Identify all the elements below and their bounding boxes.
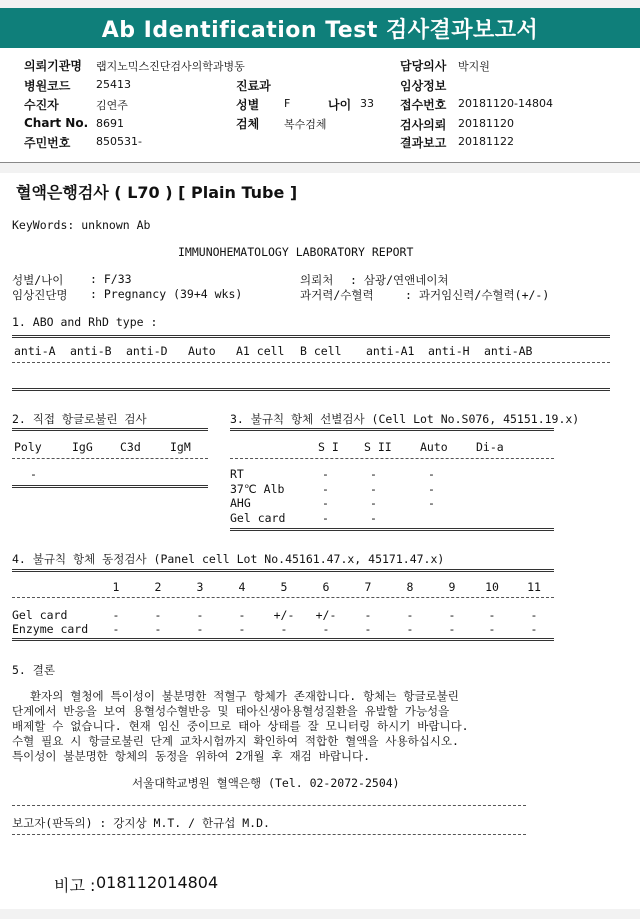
panel-title: 4. 불규칙 항체 동정검사 (Panel cell Lot No.45161.47.x, 45171.47.x) <box>12 552 445 566</box>
panel-header: 7 <box>364 580 372 594</box>
dat-header: Poly <box>14 440 42 454</box>
dat-header: IgM <box>170 440 191 454</box>
reporter-top-rule <box>12 805 526 806</box>
id-label: 주민번호 <box>24 136 71 150</box>
report-date-label: 결과보고 <box>400 136 447 150</box>
conclusion-title: 5. 결론 <box>12 663 55 677</box>
hospital-value: 랩지노믹스진단검사의학과병동 <box>96 60 245 73</box>
specimen-value: 복수검체 <box>284 118 327 131</box>
panel-header: 11 <box>527 580 541 594</box>
middle-band <box>0 163 640 173</box>
abo-header: anti-A1 <box>366 344 415 358</box>
chart-label: Chart No. <box>24 116 89 130</box>
panel-cell: - <box>448 608 456 622</box>
report-banner <box>0 8 640 48</box>
dat-bottom-rule <box>12 485 208 488</box>
screen-cell: - <box>370 511 377 525</box>
screen-top-rule <box>230 428 554 431</box>
abo-header: Auto <box>188 344 216 358</box>
screen-cell: - <box>370 467 377 481</box>
panel-mid-rule <box>12 597 554 598</box>
panel-cell: - <box>280 622 288 636</box>
request-value: 20181120 <box>458 117 514 130</box>
panel-cell: +/- <box>315 608 337 622</box>
screen-title: 3. 불규칙 항체 선별검사 (Cell Lot No.S076, 45151.19.x) <box>230 412 580 426</box>
dept-label: 진료과 <box>236 79 271 93</box>
patient-label: 수진자 <box>24 98 59 112</box>
banner-title: Ab Identification Test 검사결과보고서 <box>101 17 539 43</box>
panel-bottom-rule <box>12 638 554 641</box>
dat-header: IgG <box>72 440 93 454</box>
abo-header: B cell <box>300 344 342 358</box>
screen-cell: - <box>322 496 329 510</box>
panel-cell: - <box>238 622 246 636</box>
screen-cell: - <box>322 482 329 496</box>
hospcode-value: 25413 <box>96 78 131 91</box>
specimen-label: 검체 <box>236 117 260 131</box>
sex-value: F <box>284 97 291 110</box>
hospital-label: 의뢰기관명 <box>24 59 82 73</box>
panel-cell: - <box>154 608 162 622</box>
screen-mid-rule <box>230 458 554 459</box>
screen-cell: - <box>370 482 377 496</box>
panel-cell: +/- <box>273 608 295 622</box>
conclusion-line: 환자의 혈청에 특이성이 불분명한 적혈구 항체가 존재합니다. 항체는 항글로불린 <box>30 689 459 703</box>
sex-age-value: : F/33 <box>90 272 132 286</box>
abo-header: anti-AB <box>484 344 533 358</box>
panel-cell: - <box>530 608 538 622</box>
panel-header: 1 <box>112 580 120 594</box>
panel-top-rule <box>12 569 554 572</box>
panel-cell: - <box>238 608 246 622</box>
sex-age-label: 성별/나이 <box>12 273 64 287</box>
reporter: 보고자(판독의) : 강지상 M.T. / 한규섭 M.D. <box>12 816 270 830</box>
bottom-band <box>0 909 640 919</box>
abo-bottom-rule <box>12 388 610 391</box>
chart-value: 8691 <box>96 117 124 130</box>
screen-cell: - <box>322 467 329 481</box>
age-value: 33 <box>360 97 374 110</box>
panel-row-label: Gel card <box>12 608 68 622</box>
receipt-label: 접수번호 <box>400 98 447 112</box>
dat-value: - <box>30 467 37 481</box>
request-label: 검사의뢰 <box>400 118 447 132</box>
receipt-value: 20181120-14804 <box>458 97 553 110</box>
screen-cell: - <box>370 496 377 510</box>
report-date-value: 20181122 <box>458 135 514 148</box>
screen-row-label: 37℃ Alb <box>230 482 285 496</box>
dat-header: C3d <box>120 440 141 454</box>
diagnosis-value: : Pregnancy (39+4 wks) <box>90 287 243 301</box>
referrer-value: : 삼광/연앤네이쳐 <box>350 273 449 287</box>
screen-row-label: Gel card <box>230 511 286 525</box>
history-value: : 과거임신력/수혈력(+/-) <box>405 288 550 302</box>
lab-title: IMMUNOHEMATOLOGY LABORATORY REPORT <box>178 245 414 259</box>
abo-title: 1. ABO and RhD type : <box>12 315 158 329</box>
screen-row-label: AHG <box>230 496 251 510</box>
conclusion-line: 수혈 필요 시 항글로불린 단계 교차시험까지 확인하여 적합한 혈액을 사용하십시오. <box>12 734 459 748</box>
clinical-label: 임상정보 <box>400 79 447 93</box>
screen-cell: - <box>428 467 435 481</box>
panel-row-label: Enzyme card <box>12 622 89 636</box>
abo-header: anti-H <box>428 344 470 358</box>
dat-top-rule <box>12 428 208 431</box>
screen-header: S II <box>364 440 392 454</box>
screen-cell: - <box>322 511 329 525</box>
age-label: 나이 <box>328 98 352 112</box>
conclusion-line: 배제할 수 없습니다. 현재 임신 중이므로 태아 상태를 잘 모니터링 하시기 바랍니다. <box>12 719 469 733</box>
panel-cell: - <box>406 608 414 622</box>
referrer-label: 의뢰처 <box>300 273 334 287</box>
screen-bottom-rule <box>230 528 554 531</box>
panel-cell: - <box>112 608 120 622</box>
patient-value: 김연주 <box>96 99 128 112</box>
panel-cell: - <box>364 622 372 636</box>
screen-header: S I <box>318 440 339 454</box>
panel-cell: - <box>196 622 204 636</box>
id-value: 850531- <box>96 135 142 148</box>
screen-header: Auto <box>420 440 448 454</box>
panel-cell: - <box>196 608 204 622</box>
section-title: 혈액은행검사 ( L70 ) [ Plain Tube ] <box>16 183 298 202</box>
abo-mid-rule <box>12 362 610 363</box>
panel-cell: - <box>364 608 372 622</box>
memo-label: 비고 : <box>54 876 96 895</box>
panel-header: 3 <box>196 580 204 594</box>
panel-header: 6 <box>322 580 330 594</box>
conclusion-line: 특이성이 불분명한 항체의 동정을 위하여 2개월 후 재검 바랍니다. <box>12 749 371 763</box>
panel-cell: - <box>154 622 162 636</box>
panel-cell: - <box>322 622 330 636</box>
physician-value: 박지원 <box>458 60 490 73</box>
institution: 서울대학교병원 혈액은행 (Tel. 02-2072-2504) <box>132 776 400 790</box>
abo-header: A1 cell <box>236 344 285 358</box>
panel-cell: - <box>448 622 456 636</box>
panel-header: 2 <box>154 580 162 594</box>
panel-header: 4 <box>238 580 246 594</box>
screen-cell: - <box>428 496 435 510</box>
panel-header: 9 <box>448 580 456 594</box>
abo-top-rule <box>12 335 610 338</box>
sex-label: 성별 <box>236 98 260 112</box>
screen-cell: - <box>428 482 435 496</box>
physician-label: 담당의사 <box>400 59 447 73</box>
reporter-bottom-rule <box>12 834 526 835</box>
panel-header: 8 <box>406 580 414 594</box>
panel-cell: - <box>530 622 538 636</box>
panel-header: 10 <box>485 580 499 594</box>
memo-value: 018112014804 <box>96 873 219 892</box>
abo-header: anti-D <box>126 344 168 358</box>
keywords: KeyWords: unknown Ab <box>12 218 151 232</box>
dat-title: 2. 직접 항글로불린 검사 <box>12 412 147 426</box>
abo-header: anti-B <box>70 344 112 358</box>
screen-row-label: RT <box>230 467 244 481</box>
panel-cell: - <box>112 622 120 636</box>
panel-cell: - <box>406 622 414 636</box>
hospcode-label: 병원코드 <box>24 79 71 93</box>
dat-mid-rule <box>12 458 208 459</box>
abo-header: anti-A <box>14 344 56 358</box>
panel-cell: - <box>488 622 496 636</box>
conclusion-line: 단계에서 반응을 보여 용혈성수혈반응 및 태아신생아용혈성질환을 유발할 가능성을 <box>12 704 450 718</box>
panel-header: 5 <box>280 580 288 594</box>
panel-cell: - <box>488 608 496 622</box>
diagnosis-label: 임상진단명 <box>12 288 68 302</box>
screen-header: Di-a <box>476 440 504 454</box>
history-label: 과거력/수혈력 <box>300 288 374 302</box>
